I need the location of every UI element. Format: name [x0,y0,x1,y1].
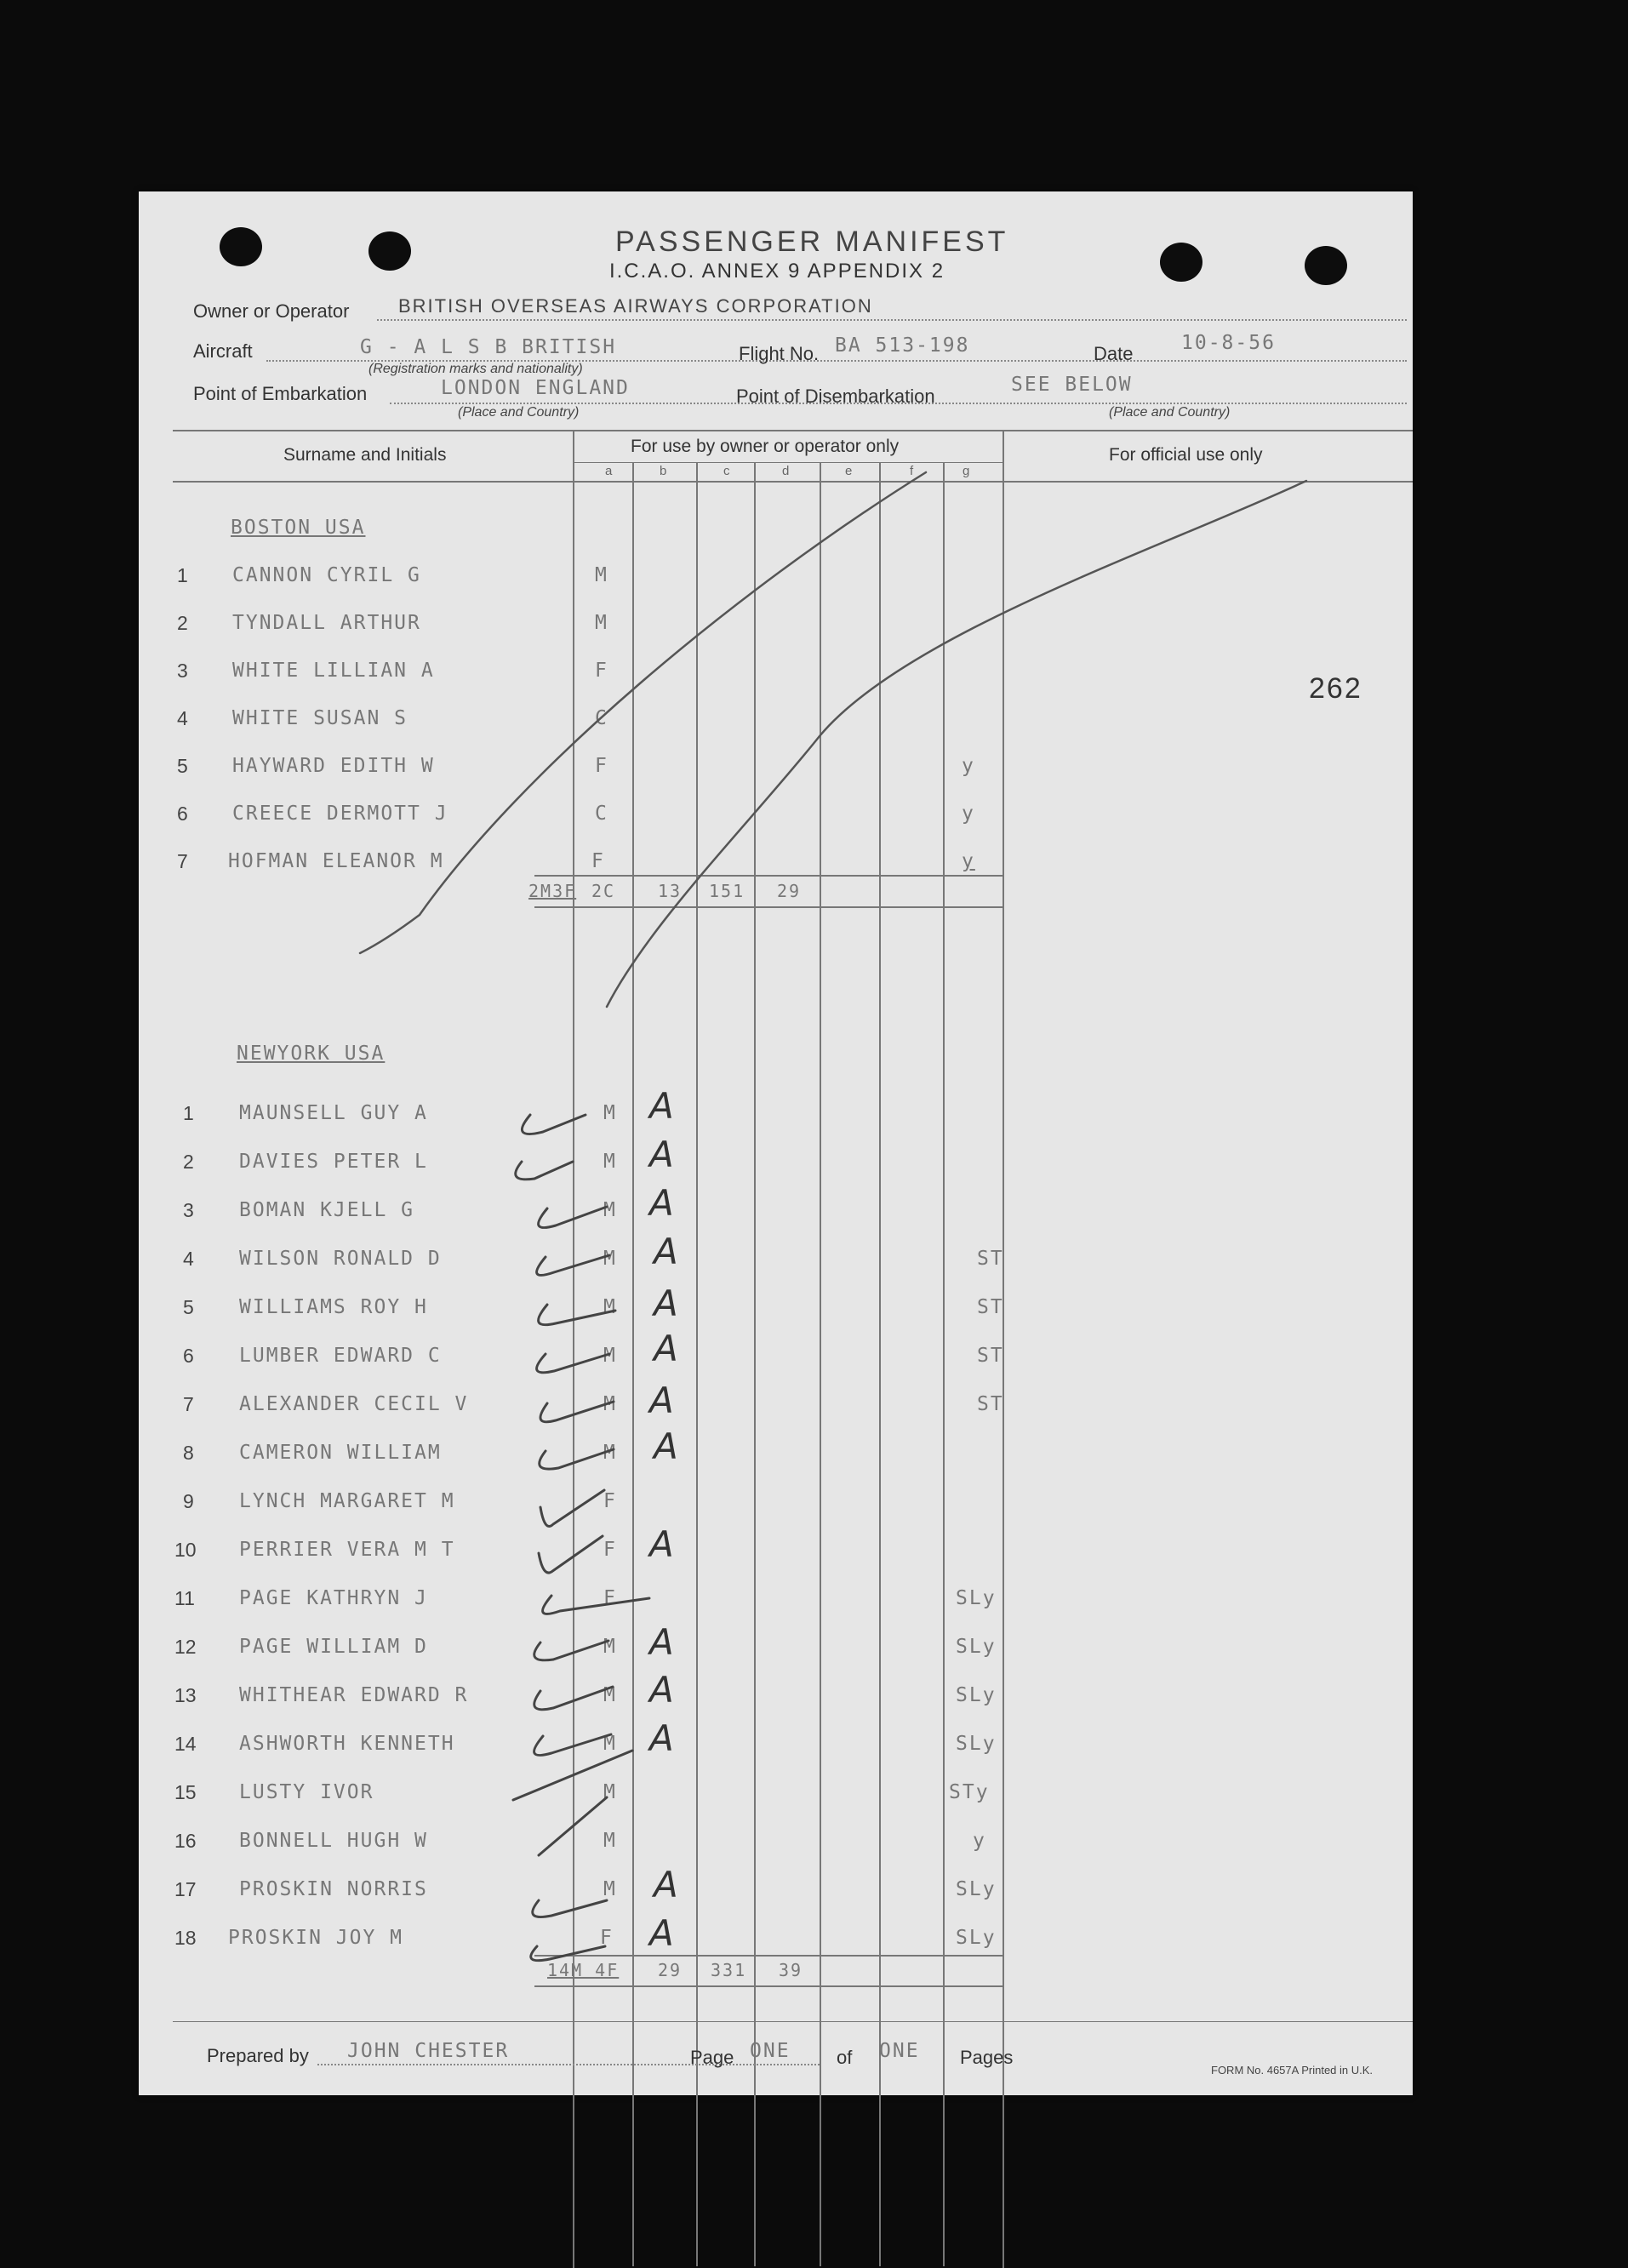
official-code: ST [977,1248,1004,1270]
col-letter-d: d [782,464,790,478]
check-mark [534,1641,608,1660]
passenger-sex: M [603,1830,617,1852]
row-number: 1 [177,564,188,586]
disembarkation-label: Point of Disembarkation [736,386,935,407]
passenger-sex: F [603,1490,617,1512]
row-number: 17 [174,1878,197,1900]
embark-note: (Place and Country) [458,405,580,420]
passenger-name: PAGE KATHRYN J [239,1587,428,1609]
cross-out-stroke [607,481,1306,1007]
passenger-name: WHITE LILLIAN A [232,660,435,682]
col-rule-b [632,462,634,2266]
passenger-sex: C [595,707,608,729]
official-code: ST [977,1393,1004,1415]
passenger-sex: F [603,1587,617,1609]
flight-value: BA 513-198 [835,334,970,357]
of-value: ONE [879,2040,920,2062]
passenger-sex: F [595,660,608,682]
section-heading: BOSTON USA [231,517,366,539]
handwritten-a-mark: A [654,1328,678,1369]
col-letter-c: c [723,464,730,478]
col-letter-a: a [605,464,613,478]
handwritten-a-mark: A [649,1182,674,1224]
col-rule-a-left [573,430,574,2268]
passenger-name: MAUNSELL GUY A [239,1102,428,1124]
row-number: 1 [183,1102,194,1124]
passenger-name: HOFMAN ELEANOR M [228,850,444,872]
passenger-name: LYNCH MARGARET M [239,1490,455,1512]
col-letter-b: b [660,464,667,478]
punch-hole [1305,246,1347,285]
passenger-sex: M [603,1345,617,1367]
check-marks [513,1115,649,1961]
handwritten-a-mark: A [649,1134,674,1175]
row-number: 12 [174,1636,197,1658]
col-owner-header: For use by owner or operator only [631,437,900,456]
row-number: 9 [183,1490,194,1512]
row-number: 4 [183,1248,194,1270]
handwritten-a-mark: A [649,1669,674,1711]
check-mark [539,1536,603,1573]
row-number: 11 [174,1587,195,1609]
page-stamp-number: 262 [1309,672,1362,705]
passenger-name: BONNELL HUGH W [239,1830,428,1852]
handwritten-a-mark: A [649,1912,674,1954]
newyork-totals-rule-bottom [534,1985,1003,1987]
row-number: 5 [177,755,188,777]
of-label: of [837,2047,853,2068]
row-number: 10 [174,1539,197,1561]
passenger-sex: M [603,1733,617,1755]
handwritten-a-mark: A [654,1425,678,1467]
pages-label: Pages [960,2047,1014,2068]
table-top-rule [173,430,1413,431]
passenger-name: ALEXANDER CECIL V [239,1393,469,1415]
footer-rule [173,2021,1413,2022]
col-surname-header: Surname and Initials [283,445,447,465]
check-mark [540,1449,614,1469]
passenger-name: PERRIER VERA M T [239,1539,455,1561]
official-code: y [962,850,975,872]
official-code: SLy [956,1733,997,1755]
prepared-dots [317,2064,820,2065]
passenger-name: PROSKIN JOY M [228,1927,404,1949]
handwritten-a-mark: A [654,1283,678,1324]
official-code: STy [949,1781,990,1803]
row-number: 5 [183,1296,194,1318]
passenger-sex: F [603,1539,617,1561]
date-label: Date [1094,343,1134,364]
row-number: 15 [174,1781,197,1803]
col-letter-e: e [845,464,853,478]
row-number: 16 [174,1830,197,1852]
col-letter-f: f [910,464,914,478]
handwritten-a-mark: A [649,1380,674,1421]
passenger-sex: M [603,1684,617,1706]
owner-label: Owner or Operator [193,300,350,322]
row-number: 14 [174,1733,197,1755]
official-code: SLy [956,1636,997,1658]
totals-label: 2M3F [528,881,577,901]
passenger-sex: M [603,1636,617,1658]
handwritten-a-mark: A [649,1523,674,1565]
handwritten-a-mark: A [649,1717,674,1759]
col-rule-d [754,462,756,2266]
row-number: 7 [177,850,188,872]
row-number: 13 [174,1684,197,1706]
aircraft-value: G - A L S B BRITISH [360,336,617,358]
punch-hole [368,231,411,271]
passenger-sex: M [595,612,608,634]
official-code: SLy [956,1684,997,1706]
passenger-name: PAGE WILLIAM D [239,1636,428,1658]
passenger-name: DAVIES PETER L [239,1151,428,1173]
passenger-name: CREECE DERMOTT J [232,803,448,825]
totals-a: 2C [591,881,616,901]
totals-b: 29 [658,1960,683,1980]
passenger-sex: F [591,850,605,872]
letters-rule [573,462,1003,463]
table-header-rule [173,481,1413,483]
totals-d: 29 [777,881,802,901]
passenger-sex: M [603,1151,617,1173]
official-code: SLy [956,1587,997,1609]
boston-totals-rule [534,875,1003,877]
disembark-note: (Place and Country) [1109,405,1231,420]
totals-label: 14M 4F [547,1960,620,1980]
form-number: FORM No. 4657A Printed in U.K. [1211,2064,1374,2077]
passenger-sex: F [595,755,608,777]
owner-value: BRITISH OVERSEAS AIRWAYS CORPORATION [398,295,873,317]
passenger-name: LUSTY IVOR [239,1781,374,1803]
embarkation-value: LONDON ENGLAND [441,377,630,399]
row-number: 6 [177,803,188,825]
passenger-name: LUMBER EDWARD C [239,1345,442,1367]
passenger-name: ASHWORTH KENNETH [239,1733,455,1755]
cross-out-stroke [360,472,926,953]
col-rule-f [879,462,881,2266]
row-number: 4 [177,707,188,729]
page-label: Page [690,2047,734,2068]
official-code: SLy [956,1878,997,1900]
check-mark [516,1162,573,1180]
row-number: 7 [183,1393,194,1415]
check-mark [522,1115,586,1134]
col-rule-g [943,462,945,2266]
official-code: y [973,1830,986,1852]
newyork-totals-rule [534,1955,1003,1957]
boston-totals-rule-bottom [534,906,1003,908]
totals-c: 331 [711,1960,747,1980]
handwritten-a-mark: A [654,1231,678,1272]
date-value: 10-8-56 [1181,332,1276,354]
row-number: 3 [183,1199,194,1221]
passenger-sex: M [603,1199,617,1221]
passenger-name: WHITHEAR EDWARD R [239,1684,469,1706]
passenger-name: WHITE SUSAN S [232,707,408,729]
manifest-title: PASSENGER MANIFEST [615,226,1009,258]
official-code: ST [977,1296,1004,1318]
row-number: 2 [177,612,188,634]
totals-c: 151 [709,881,745,901]
passenger-name: TYNDALL ARTHUR [232,612,421,634]
passenger-sex: C [595,803,608,825]
official-code: ST [977,1345,1004,1367]
row-number: 3 [177,660,188,682]
disembarkation-value: SEE BELOW [1011,374,1133,396]
owner-dots [377,319,1407,321]
manifest-sheet [139,191,1413,2095]
row-number: 8 [183,1442,194,1464]
official-code: y [962,755,975,777]
col-rule-e [820,462,821,2266]
punch-hole [220,227,262,266]
handwritten-a-mark: A [654,1864,678,1905]
passenger-sex: M [595,564,608,586]
check-mark [533,1900,607,1917]
row-number: 2 [183,1151,194,1173]
col-letter-g: g [963,464,970,478]
totals-d: 39 [779,1960,803,1980]
manifest-subtitle: I.C.A.O. ANNEX 9 APPENDIX 2 [608,260,945,283]
aircraft-label: Aircraft [193,340,253,362]
page-value: ONE [750,2040,791,2062]
row-number: 6 [183,1345,194,1367]
section-heading: NEWYORK USA [237,1043,386,1065]
col-rule-c [696,462,698,2266]
passenger-sex: M [603,1102,617,1124]
registration-note: (Registration marks and nationality) [368,362,583,376]
passenger-sex: F [600,1927,614,1949]
col-official-header: For official use only [1109,445,1263,465]
row-number: 18 [174,1927,197,1949]
check-mark [531,1946,605,1961]
passenger-sex: M [603,1393,617,1415]
passenger-name: CANNON CYRIL G [232,564,421,586]
passenger-name: WILSON RONALD D [239,1248,442,1270]
passenger-name: WILLIAMS ROY H [239,1296,428,1318]
handwritten-a-mark: A [649,1085,674,1127]
embarkation-label: Point of Embarkation [193,383,368,404]
totals-b: 13 [658,881,683,901]
passenger-sex: M [603,1296,617,1318]
passenger-sex: M [603,1248,617,1270]
prepared-by-value: JOHN CHESTER [347,2040,510,2062]
passenger-name: PROSKIN NORRIS [239,1878,428,1900]
passenger-sex: M [603,1442,617,1464]
passenger-sex: M [603,1781,617,1803]
passenger-name: HAYWARD EDITH W [232,755,435,777]
official-code: SLy [956,1927,997,1949]
passenger-sex: M [603,1878,617,1900]
passenger-name: BOMAN KJELL G [239,1199,415,1221]
handwriting-overlay [139,191,1413,2095]
prepared-by-label: Prepared by [207,2045,309,2066]
handwritten-a-mark: A [649,1621,674,1663]
punch-hole [1160,243,1202,282]
official-code: y [962,803,975,825]
passenger-name: CAMERON WILLIAM [239,1442,442,1464]
flight-label: Flight No. [739,343,820,364]
